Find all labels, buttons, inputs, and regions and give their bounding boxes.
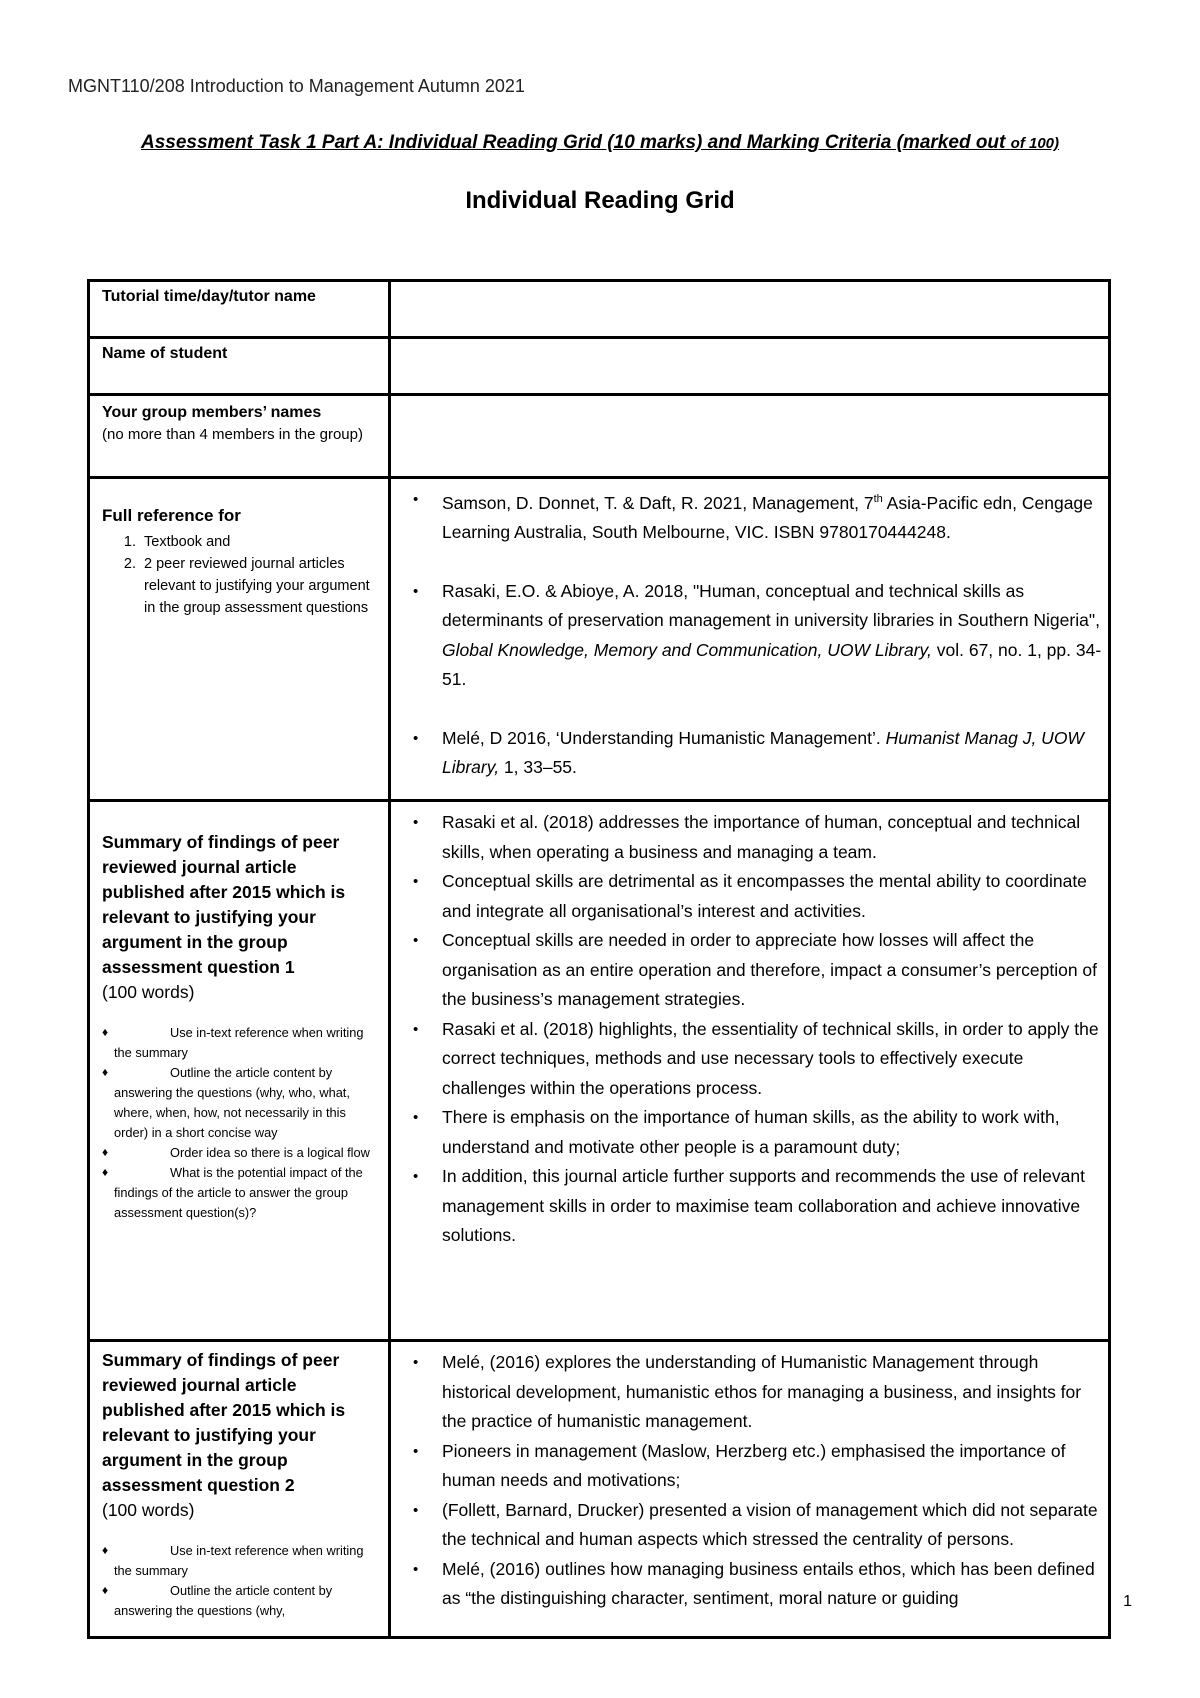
list-item [409,867,1104,926]
group-note: (no more than 4 members in the group) [102,426,363,443]
summary1-title: Summary of findings of peer reviewed journal article published after 2015 which is relevant to justifying your argument in the group assessment question 1 [102,832,346,977]
list-item [409,1437,1104,1496]
reference-text: vol. 67, no. 1, pp. 34-51. [442,639,1102,690]
finding-text: Melé, (2016) explores the understanding of Humanistic Management through historical development, humanistic ethos for managing a business, and insights for the practice of humanistic management. [442,1352,1082,1431]
tip-text: Outline the article content by answering the questions (why, [114,1583,333,1618]
page-header: MGNT110/208 Introduction to Management Autumn 2021 [68,76,525,96]
table-row [89,395,1110,478]
heading-main: Assessment Task 1 Part A: Individual Reading Grid (10 marks) and Marking Criteria (marked out [140,132,1006,153]
list-item [102,1163,378,1223]
reference-entry [409,724,1104,783]
tutorial-label-cell [89,281,390,338]
page-number: 1 [1123,1593,1132,1610]
reference-superscript: th [873,493,883,505]
summary2-value-cell [390,1341,1110,1638]
finding-text: Melé, (2016) outlines how managing business entails ethos, which has been defined as “the distinguishing character, sentiment, moral nature or guiding [442,1558,1095,1608]
grid-title: Individual Reading Grid [465,187,735,214]
bullet-icon: • [413,1109,419,1126]
bullet-icon: • [413,814,419,831]
bullet-icon: • [413,491,419,508]
list-item: 1. Textbook and [140,531,378,553]
finding-text: Pioneers in management (Maslow, Herzberg etc.) emphasised the importance of human needs and motivations; [442,1440,1066,1490]
bullet-icon: ♦ [102,1145,109,1159]
summary1-value-cell [390,801,1110,1341]
reference-journal: Humanist Manag J, UOW Library, [442,727,1084,778]
summary2-findings [409,1348,1104,1614]
bullet-icon: • [413,729,419,747]
list-item [409,1348,1104,1437]
tip-text: Use in-text reference when writing the summary [114,1025,364,1060]
summary1-word-limit: (100 words) [102,982,195,1002]
reference-entry [409,485,1104,548]
summary2-tips [102,1541,378,1621]
bullet-icon: ♦ [102,1165,109,1179]
summary2-label-cell [89,1341,390,1638]
finding-text: In addition, this journal article further supports and recommends the use of relevant management skills in order to maximise team collaboration and achieve innovative solutions. [442,1166,1085,1245]
list-item [409,808,1104,867]
reference-text: Rasaki, E.O. & Abioye, A. 2018, "Human, conceptual and technical skills as determinants of preservation management in university libraries in Southern Nigeria", [442,580,1100,631]
bullet-icon: ♦ [102,1065,109,1079]
reference-text: Samson, D. Donnet, T. & Daft, R. 2021, Management, 7 [442,492,874,513]
reference-entry [409,577,1104,695]
finding-text: (Follett, Barnard, Drucker) presented a vision of management which did not separate the technical and human aspects which stressed the centrality of persons. [442,1499,1098,1549]
table-row [89,281,1110,338]
summary1-findings [409,808,1104,1251]
summary2-title: Summary of findings of peer reviewed journal article published after 2015 which is relevant to justifying your argument in the group assessment question 2 [102,1350,346,1495]
list-item [409,1162,1104,1251]
list-item [409,926,1104,1015]
student-value-cell[interactable] [390,338,1110,395]
finding-text: Conceptual skills are needed in order to appreciate how losses will affect the organisation as an entire operation and therefore, impact a consumer’s perception of the business’s management strategies. [442,930,1098,1009]
finding-text: Conceptual skills are detrimental as it encompasses the mental ability to coordinate and integrate all organisational’s interest and activities. [442,871,1087,921]
summary1-label-cell [89,801,390,1341]
references-value-cell [390,478,1110,801]
bullet-icon: • [413,1501,419,1519]
list-item [409,1555,1104,1614]
finding-text: There is emphasis on the importance of human skills, as the ability to work with, understand and motivate other people is a paramount duty; [442,1107,1060,1157]
bullet-icon: • [413,1560,419,1578]
table-row [89,1341,1110,1638]
tip-text: Order idea so there is a logical flow [170,1145,370,1160]
bullet-icon: • [413,1168,419,1185]
references-label: Full reference for [102,506,241,525]
summary1-tips [102,1023,378,1223]
table-row [89,478,1110,801]
bullet-icon: ♦ [102,1025,109,1039]
bullet-icon: • [413,932,419,949]
student-label-cell [89,338,390,395]
bullet-icon: • [413,582,419,600]
bullet-icon: ♦ [102,1543,109,1557]
group-label: Your group members’ names [102,404,322,421]
tip-text: Outline the article content by answering the questions (why, who, what, where, when, how, not necessarily in this order) in a short concise way [114,1065,350,1140]
reference-journal: Global Knowledge, Memory and Communication, UOW Library, [442,639,932,660]
bullet-icon: ♦ [102,1583,109,1597]
list-item [102,1581,378,1621]
list-item: 2. 2 peer reviewed journal articles relevant to justifying your argument in the group assessment questions [140,553,378,619]
table-row [89,338,1110,395]
references-requirements-list [102,531,378,619]
reference-text: Asia-Pacific edn, Cengage Learning Australia, South Melbourne, VIC. ISBN 9780170444248. [442,492,1093,543]
reading-grid-table [87,279,1111,1639]
list-item [409,1103,1104,1162]
finding-text: Rasaki et al. (2018) highlights, the essentiality of technical skills, in order to apply the correct techniques, methods and use necessary tools to effectively execute challenges within the operations process. [442,1018,1099,1098]
tip-text: What is the potential impact of the findings of the article to answer the group assessment question(s)? [114,1165,363,1220]
bullet-icon: • [413,1442,419,1460]
bullet-icon: • [413,873,419,890]
tutorial-label: Tutorial time/day/tutor name [102,288,316,305]
references-label-cell [89,478,390,801]
list-item [102,1143,378,1163]
group-value-cell[interactable] [390,395,1110,478]
reference-text: 1, 33–55. [499,757,577,778]
list-item [409,1015,1104,1104]
list-item [102,1063,378,1143]
student-label: Name of student [102,345,228,362]
document-heading [0,132,1200,154]
list-item [102,1023,378,1063]
bullet-icon: • [413,1020,419,1038]
summary2-word-limit: (100 words) [102,1500,195,1520]
references-list [409,485,1104,783]
finding-text: Rasaki et al. (2018) addresses the importance of human, conceptual and technical skills, when operating a business and managing a team. [442,812,1081,862]
reference-text: Melé, D 2016, ‘Understanding Humanistic Management’. [442,727,886,748]
heading-tail: of 100) [1010,135,1060,152]
list-item [409,1496,1104,1555]
bullet-icon: • [413,1354,419,1371]
table-row [89,801,1110,1341]
tutorial-value-cell[interactable] [390,281,1110,338]
group-label-cell [89,395,390,478]
tip-text: Use in-text reference when writing the summary [114,1543,364,1578]
list-item [102,1541,378,1581]
